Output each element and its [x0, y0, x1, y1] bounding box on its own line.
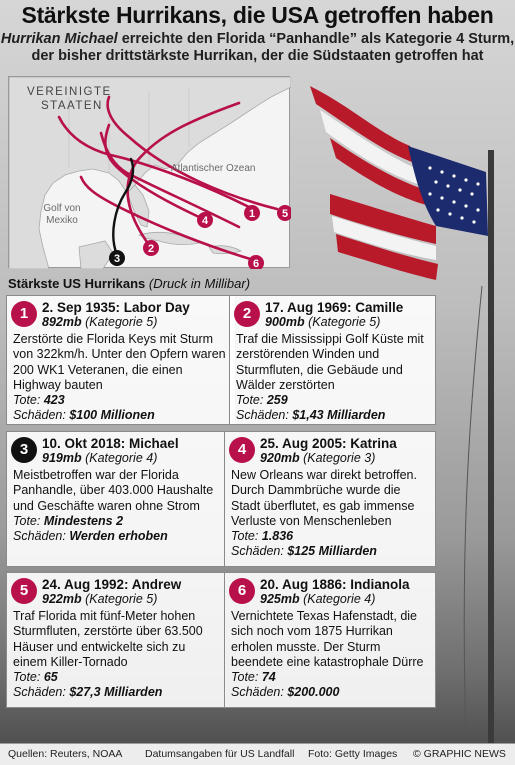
hurricane-card-6: [224, 572, 436, 708]
rank-badge: 2: [234, 301, 260, 327]
hurricane-damage: Schäden: $100 Millionen: [13, 408, 155, 423]
hurricane-damage: Schäden: $27,3 Milliarden: [13, 685, 163, 700]
hurricane-description: Traf Florida mit fünf-Meter hohen Sturmfluten, zerstörte über 63.500 Häuser und entwickelte sich zu einem Killer-Tornado: [13, 609, 203, 669]
hurricane-pressure: 892mb (Kategorie 5): [42, 315, 158, 330]
footer-copyright: © GRAPHIC NEWS: [413, 748, 506, 760]
marker-3: 3: [113, 253, 121, 265]
hurricane-pressure: 925mb (Kategorie 4): [260, 592, 376, 607]
rank-badge: 5: [11, 578, 37, 604]
marker-6: 6: [252, 258, 260, 269]
subtitle-text: erreichte den Florida “Panhandle” als Kategorie 4 Sturm,: [117, 31, 515, 47]
footer-dates-note: Datumsangaben für US Landfall: [145, 748, 295, 760]
map-label-gulf: Golf von Mexiko: [43, 203, 81, 226]
hurricane-date-name: 2. Sep 1935: Labor Day: [42, 300, 190, 315]
subtitle-line2: der bisher drittstärkste Hurrikan, der die Südstaaten getroffen hat: [31, 48, 484, 64]
hurricane-date-name: 10. Okt 2018: Michael: [42, 436, 179, 451]
rank-badge: 3: [11, 437, 37, 463]
marker-1: 1: [248, 208, 256, 220]
marker-2: 2: [147, 243, 155, 255]
footer-photo-credit: Foto: Getty Images: [308, 748, 398, 760]
rank-badge: 6: [229, 578, 255, 604]
hurricane-track-map: [8, 76, 290, 268]
hurricane-pressure: 919mb (Kategorie 4): [42, 451, 158, 466]
hurricane-description: Traf die Mississippi Golf Küste mit zerstörenden Winden und Sturmfluten, die Gebäude und Wälder zerstörten: [236, 332, 424, 392]
hurricane-pressure: 900mb (Kategorie 5): [265, 315, 381, 330]
hurricane-pressure: 922mb (Kategorie 5): [42, 592, 158, 607]
hurricane-card-4: [224, 431, 436, 567]
flag-pole: [488, 150, 494, 750]
hurricane-deaths: Tote: 74: [231, 670, 276, 685]
hurricane-damage: Schäden: $200.000: [231, 685, 340, 700]
hurricane-description: Vernichtete Texas Hafenstadt, die sich noch vom 1875 Hurrikan erholen musste. Der Sturm beendete eine katastrophale Dürre: [231, 609, 424, 669]
hurricane-deaths: Tote: 259: [236, 393, 288, 408]
hurricane-date-name: 25. Aug 2005: Katrina: [260, 436, 397, 451]
page-subtitle: [0, 31, 515, 65]
hurricane-deaths: Tote: 423: [13, 393, 65, 408]
section-title: Stärkste US Hurrikans (Druck in Millibar): [8, 276, 251, 291]
hurricane-pressure: 920mb (Kategorie 3): [260, 451, 376, 466]
hurricane-damage: Schäden: $1,43 Milliarden: [236, 408, 386, 423]
hurricane-card-1: [6, 295, 236, 425]
hurricane-card-5: [6, 572, 226, 708]
marker-4: 4: [201, 215, 209, 227]
hurricane-deaths: Tote: 1.836: [231, 529, 294, 544]
yucatan-peninsula: [79, 241, 113, 269]
map-label-usa: VEREINIGTE STAATEN: [27, 86, 112, 112]
flag-photo: [290, 76, 515, 296]
hurricane-date-name: 20. Aug 1886: Indianola: [260, 577, 410, 592]
hurricane-date-name: 17. Aug 1969: Camille: [265, 300, 404, 315]
hurricane-card-3: [6, 431, 226, 567]
hurricane-deaths: Tote: 65: [13, 670, 58, 685]
hurricane-description: Zerstörte die Florida Keys mit Sturm von 322km/h. Unter den Opfern waren 200 WK1 Veteranen, die einen Highway bauten: [13, 332, 226, 392]
rank-badge: 4: [229, 437, 255, 463]
hurricane-description: Meistbetroffen war der Florida Panhandle, über 403.000 Haushalte und Geschäfte waren ohne Strom: [13, 468, 214, 513]
hurricane-description: New Orleans war direkt betroffen. Durch Dammbrüche wurde die Stadt überflutet, es gab immense Verluste von Menschenleben: [231, 468, 417, 528]
hurricane-card-2: [229, 295, 436, 425]
footer-sources: Quellen: Reuters, NOAA: [8, 748, 123, 760]
map-label-atlantic: Atlantischer Ozean: [171, 163, 256, 174]
marker-5: 5: [281, 208, 289, 220]
hurricane-date-name: 24. Aug 1992: Andrew: [42, 577, 182, 592]
hurricane-damage: Schäden: $125 Milliarden: [231, 544, 377, 559]
page-title: Stärkste Hurrikans, die USA getroffen haben: [21, 2, 494, 28]
flag-rope: [464, 286, 482, 736]
footer-bar: [0, 743, 515, 765]
hurricane-damage: Schäden: Werden erhoben: [13, 529, 168, 544]
rank-badge: 1: [11, 301, 37, 327]
hurricane-deaths: Tote: Mindestens 2: [13, 513, 124, 528]
subtitle-emphasis: Hurrikan Michael: [0, 31, 118, 47]
